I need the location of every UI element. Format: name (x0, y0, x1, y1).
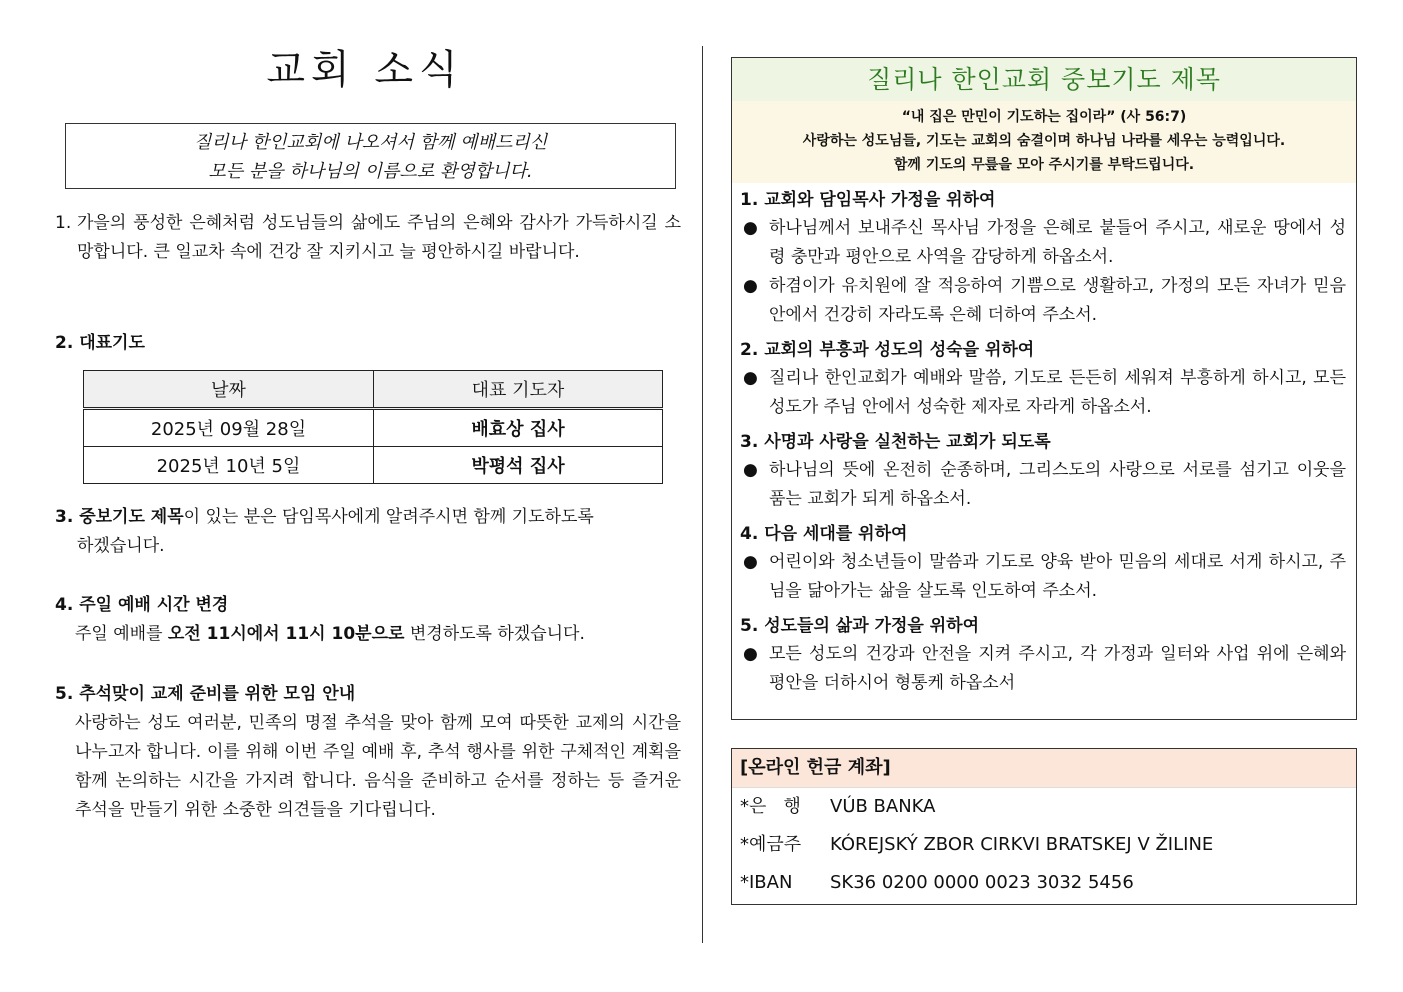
news-item-5-heading: 5. 추석맞이 교제 준비를 위한 모임 안내 (55, 684, 356, 704)
prayer-topic-2 (732, 337, 1356, 422)
account-title: [온라인 헌금 계좌] (732, 749, 1356, 788)
table-row (84, 447, 663, 484)
account-label: *예금주 (740, 834, 802, 855)
prayer-topic-heading: 2. 교회의 부흥과 성도의 성숙을 위하여 (740, 340, 1035, 360)
table-cell-leader: 배효상 집사 (374, 409, 663, 447)
list-item (740, 456, 1346, 514)
news-item-4-pre: 주일 예배를 (75, 624, 168, 644)
prayer-intro-verse: “내 집은 만민이 기도하는 집이라” (사 56:7) (901, 109, 1187, 125)
news-item-2-heading: 2. 대표기도 (55, 333, 145, 353)
account-value: KÓREJSKÝ ZBOR CIRKVI BRATSKEJ V ŽILINE (830, 834, 1214, 855)
prayer-item-text: 질리나 한인교회가 예배와 말씀, 기도로 든든히 세워져 부흥하게 하시고, 모든 성도가 주님 안에서 성숙한 제자로 자라게 하옵소서. (769, 368, 1346, 417)
account-label: *은 행 (740, 796, 801, 817)
table-header-row (84, 371, 663, 409)
bullet-icon: ● (743, 218, 758, 238)
news-item-1-text: 가을의 풍성한 은혜처럼 성도님들의 삶에도 주님의 은혜와 감사가 가득하시길 소망합니다. 큰 일교차 속에 건강 잘 지키시고 늘 평안하시길 바랍니다. (77, 213, 681, 262)
news-item-3-text-line2: 하겠습니다. (77, 536, 165, 556)
table-cell-leader: 박평석 집사 (374, 447, 663, 484)
page-title: 교회 소식 (266, 47, 464, 93)
prayer-leader-table (83, 370, 663, 484)
bullet-icon: ● (743, 460, 758, 480)
prayer-item-text: 모든 성도의 건강과 안전을 지켜 주시고, 각 가정과 일터와 사업 위에 은혜와 평안을 더하시어 형통케 하옵소서 (769, 644, 1346, 693)
prayer-topic-1 (732, 187, 1356, 330)
list-item (740, 214, 1346, 272)
account-row-bank (732, 788, 1356, 826)
table-row (84, 409, 663, 447)
prayer-topic-heading: 4. 다음 세대를 위하여 (740, 524, 908, 544)
column-divider (702, 46, 703, 943)
bullet-icon: ● (743, 552, 758, 572)
prayer-topic-heading: 5. 성도들의 삶과 가정을 위하여 (740, 616, 980, 636)
prayer-topic-4 (732, 521, 1356, 606)
bullet-icon: ● (743, 644, 758, 664)
table-header-leader: 대표 기도자 (374, 371, 663, 409)
table-header-date: 날짜 (84, 371, 374, 409)
bullet-icon: ● (743, 276, 758, 296)
prayer-intro (732, 101, 1356, 183)
prayer-item-text: 하나님께서 보내주신 목사님 가정을 은혜로 붙들어 주시고, 새로운 땅에서 성령 충만과 평안으로 사역을 감당하게 하옵소서. (769, 218, 1346, 267)
prayer-item-text: 어린이와 청소년들이 말씀과 기도로 양육 받아 믿음의 세대로 서게 하시고, 주님을 닮아가는 삶을 살도록 인도하여 주소서. (769, 552, 1346, 601)
welcome-line-1: 질리나 한인교회에 나오셔서 함께 예배드리신 (193, 132, 548, 153)
news-item-4-post: 변경하도록 하겠습니다. (404, 624, 585, 644)
prayer-topic-3 (732, 429, 1356, 514)
account-row-holder (732, 826, 1356, 864)
account-value: SK36 0200 0000 0023 3032 5456 (830, 872, 1134, 893)
online-offering-account-box (731, 748, 1357, 905)
account-row-iban (732, 864, 1356, 902)
news-item-3 (55, 503, 681, 561)
news-item-5-text: 사랑하는 성도 여러분, 민족의 명절 추석을 맞아 함께 모여 따뜻한 교제의 시간을 나누고자 합니다. 이를 위해 이번 주일 예배 후, 추석 행사를 위한 구체적인 계획을 함께 논의하는 시간을 가지려 합니다. 음식을 준비하고 순서를 정하는 등 즐거운 추석을 만들기 위한 소중한 의견들을 기다립니다. (75, 713, 681, 820)
prayer-topic-5 (732, 613, 1356, 698)
account-value: VÚB BANKA (830, 796, 936, 817)
prayer-item-text: 하나님의 뜻에 온전히 순종하며, 그리스도의 사랑으로 서로를 섬기고 이웃을 품는 교회가 되게 하옵소서. (769, 460, 1346, 509)
prayer-topic-heading: 3. 사명과 사랑을 실천하는 교회가 되도록 (740, 432, 1051, 452)
welcome-line-2: 모든 분을 하나님의 이름으로 환영합니다. (208, 161, 533, 182)
news-item-4-heading: 4. 주일 예배 시간 변경 (55, 595, 229, 615)
news-item-3-text: 이 있는 분은 담임목사에게 알려주시면 함께 기도하도록 (183, 507, 594, 527)
news-item-4-bold: 오전 11시에서 11시 10분으로 (167, 624, 405, 644)
account-label: *IBAN (740, 872, 793, 893)
table-cell-date: 2025년 10년 5일 (84, 447, 374, 484)
list-item (740, 364, 1346, 422)
prayer-intro-line-3: 함께 기도의 무릎을 모아 주시기를 부탁드립니다. (893, 157, 1195, 173)
prayer-requests-box (731, 57, 1357, 720)
news-item-4-text (75, 620, 681, 649)
prayer-title: 질리나 한인교회 중보기도 제목 (732, 58, 1356, 101)
welcome-box (65, 123, 676, 189)
prayer-intro-line-2: 사랑하는 성도님들, 기도는 교회의 숨결이며 하나님 나라를 세우는 능력입니다. (802, 133, 1286, 149)
news-item-5 (55, 680, 681, 825)
prayer-topic-heading: 1. 교회와 담임목사 가정을 위하여 (740, 190, 996, 210)
table-cell-date: 2025년 09월 28일 (84, 409, 374, 447)
list-item (740, 640, 1346, 698)
news-item-1 (55, 209, 681, 267)
list-item (740, 548, 1346, 606)
list-item (740, 272, 1346, 330)
prayer-item-text: 하겸이가 유치원에 잘 적응하여 기쁨으로 생활하고, 가정의 모든 자녀가 믿음 안에서 건강히 자라도록 은혜 더하여 주소서. (769, 276, 1346, 325)
news-item-3-bold: 3. 중보기도 제목 (55, 507, 184, 527)
news-item-4 (55, 591, 681, 649)
news-item-1-number: 1. (55, 213, 72, 233)
bullet-icon: ● (743, 368, 758, 388)
